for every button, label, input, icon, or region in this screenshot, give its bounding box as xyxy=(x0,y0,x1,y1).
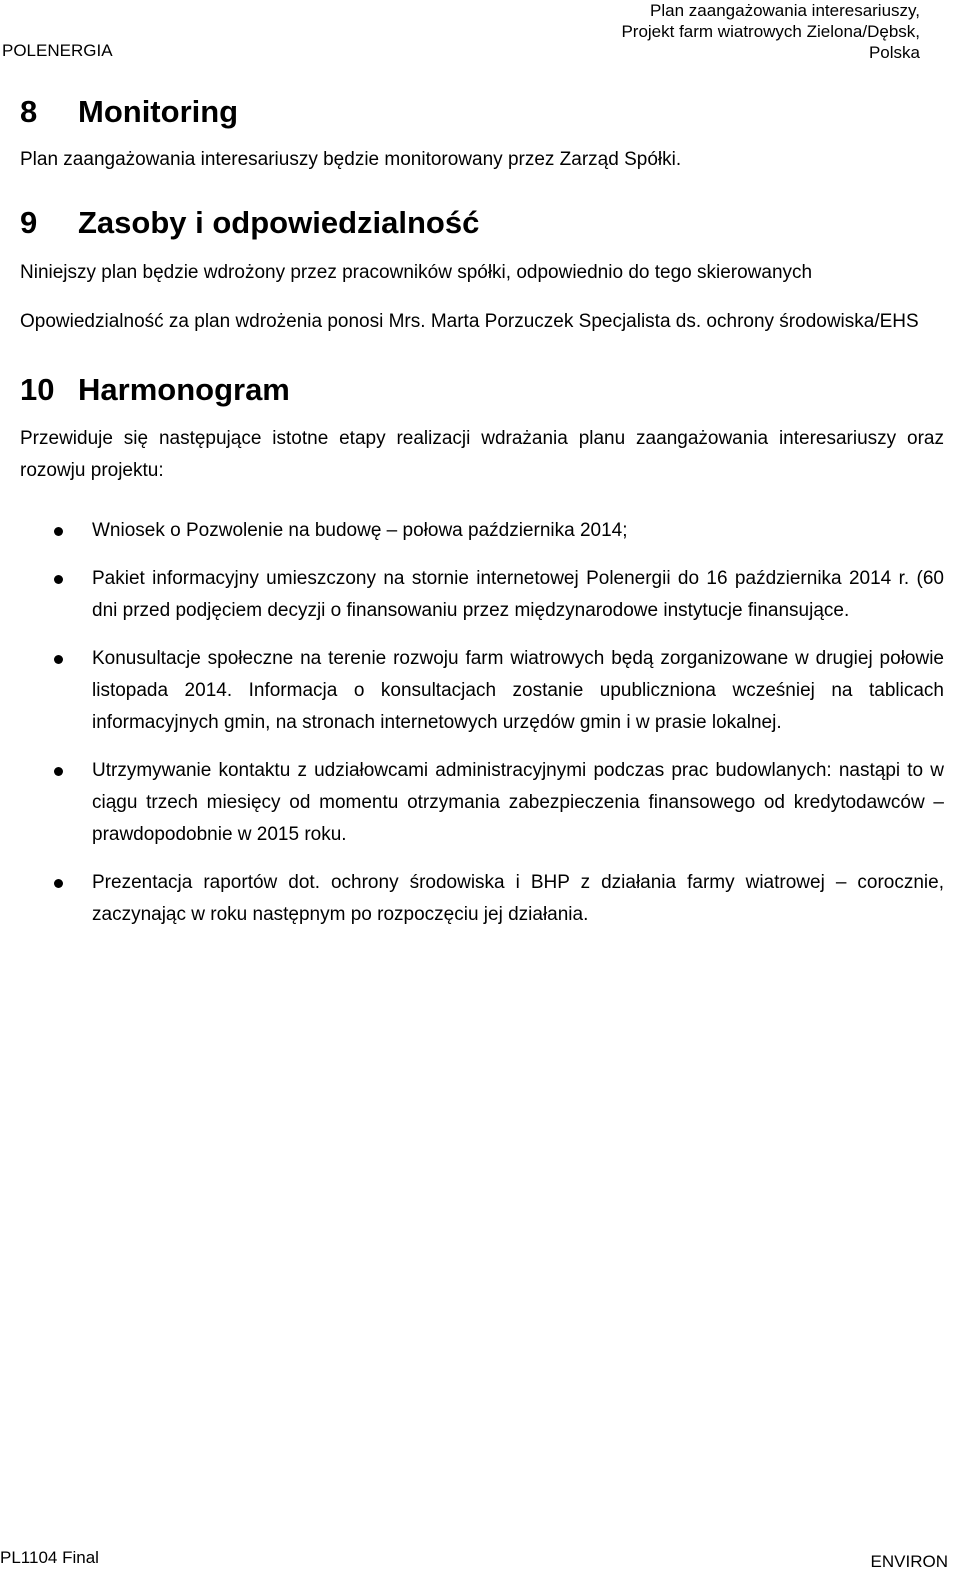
list-item-text: Prezentacja raportów dot. ochrony środowiska i BHP z działania farmy wiatrowej – corocznie, zaczynając w roku następnym po rozpoczęciu jej działania. xyxy=(92,872,944,925)
header-document-title xyxy=(621,0,920,63)
header-title-line: Plan zaangażowania interesariuszy, xyxy=(650,1,920,20)
header-title-line: Projekt farm wiatrowych Zielona/Dębsk, xyxy=(621,22,920,41)
paragraph: Przewiduje się następujące istotne etapy realizacji wdrażania planu zaangażowania interesariuszy oraz rozowju projektu: xyxy=(20,428,944,481)
section-heading-resources xyxy=(20,203,944,243)
section-number: 9 xyxy=(20,205,38,240)
bullet-icon xyxy=(54,527,63,536)
section-heading-monitoring xyxy=(20,92,944,132)
list-item xyxy=(20,643,944,739)
section-heading-schedule xyxy=(20,370,944,410)
bullet-icon xyxy=(54,655,63,664)
list-item xyxy=(20,563,944,627)
footer-document-code: PL1104 Final xyxy=(0,1548,99,1567)
schedule-list xyxy=(20,515,944,931)
list-item-text: Wniosek o Pozwolenie na budowę – połowa października 2014; xyxy=(92,520,628,541)
list-item xyxy=(20,515,944,547)
paragraph: Opowiedzialność za plan wdrożenia ponosi Mrs. Marta Porzuczek Specjalista ds. ochrony środowiska/EHS xyxy=(20,311,919,332)
bullet-icon xyxy=(54,575,63,584)
section-number: 8 xyxy=(20,94,38,129)
header-title-line: Polska xyxy=(868,43,920,62)
bullet-icon xyxy=(54,767,63,776)
paragraph: Niniejszy plan będzie wdrożony przez pracowników spółki, odpowiednio do tego skierowanych xyxy=(20,262,813,283)
footer-author: ENVIRON xyxy=(870,1552,948,1571)
list-item xyxy=(20,867,944,931)
section-title: Zasoby i odpowiedzialność xyxy=(78,205,480,240)
section-number: 10 xyxy=(20,372,55,407)
list-item-text: Konusultacje społeczne na terenie rozwoju farm wiatrowych będą zorganizowane w drugiej połowie listopada 2014. Informacja o konsultacjach zostanie upubliczniona wcześniej na tablicach informacyjnych gmin, na stronach internetowych urzędów gmin i w prasie lokalnej. xyxy=(92,648,944,733)
document-body xyxy=(20,92,944,931)
list-item-text: Pakiet informacyjny umieszczony na stornie internetowej Polenergii do 16 października 2014 r. (60 dni przed podjęciem decyzji o finansowaniu przez międzynarodowe instytucje finansujące. xyxy=(92,568,944,621)
paragraph: Plan zaangażowania interesariuszy będzie monitorowany przez Zarząd Spółki. xyxy=(20,149,682,170)
bullet-icon xyxy=(54,879,63,888)
list-item xyxy=(20,755,944,851)
list-item-text: Utrzymywanie kontaktu z udziałowcami administracyjnymi podczas prac budowlanych: nastąpi to w ciągu trzech miesięcy od momentu otrzymania zabezpieczenia finansowego od kredytodawców – prawdopodobnie w 2015 roku. xyxy=(92,760,944,845)
header-company: POLENERGIA xyxy=(2,41,113,60)
section-title: Monitoring xyxy=(78,94,239,129)
section-title: Harmonogram xyxy=(78,372,290,407)
